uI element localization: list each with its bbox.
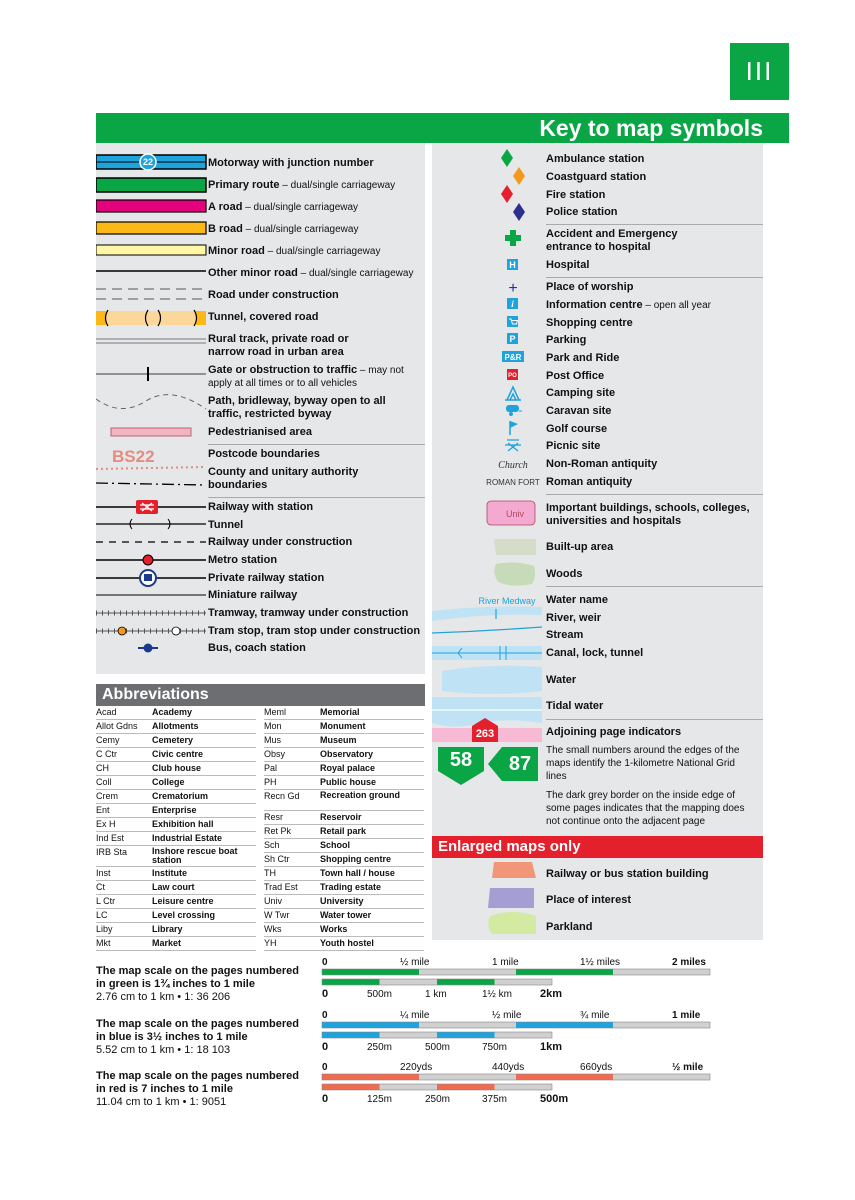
abbreviation-row: [264, 895, 424, 909]
scale-bottom-label: 500m: [425, 1042, 451, 1053]
abbreviation-row: [96, 895, 256, 909]
abbreviation-full: School: [320, 840, 351, 850]
scale-segment-bottom: [322, 979, 380, 985]
ambulance-diamond: [501, 149, 513, 167]
private-railway-symbol: [96, 570, 206, 586]
scale-title2: in blue is 3½ inches to 1 mile: [96, 1031, 248, 1043]
primary-route-symbol: [96, 178, 206, 192]
scale-bottom-label: 1 km: [425, 989, 447, 1000]
label-water-name: Water name: [546, 594, 608, 606]
scale-top-label: ½ mile: [492, 1010, 522, 1021]
scale-segment-bottom: [322, 1032, 380, 1038]
scale-top-label: ½ mile: [672, 1062, 704, 1073]
scale-bottom-label: 500m: [540, 1093, 569, 1105]
abbreviation-row: [96, 762, 256, 776]
place-of-interest-shape: [488, 888, 534, 908]
svg-text:PO: PO: [508, 373, 517, 379]
abbreviation-full: Crematorium: [152, 791, 209, 801]
abbreviation-short: CH: [96, 763, 109, 773]
scale-sub: 5.52 cm to 1 km • 1: 18 103: [96, 1044, 231, 1056]
scale-segment-bottom: [380, 979, 438, 985]
gate-symbol: [96, 367, 206, 381]
label-adjoining: Adjoining page indicators: [546, 726, 682, 738]
scale-bottom-label: 250m: [425, 1094, 451, 1105]
stream-line: [432, 627, 542, 633]
scale-bottom-label: 750m: [482, 1042, 508, 1053]
label-other-minor-road: Other minor road – dual/single carriageway: [208, 267, 414, 279]
abbreviation-short: LC: [96, 910, 108, 920]
abbreviation-full: Exhibition hall: [152, 819, 214, 829]
abbreviation-short: Univ: [264, 896, 283, 906]
abbreviation-short: Mkt: [96, 938, 111, 948]
label-motorway: Motorway with junction number: [208, 157, 374, 169]
abbreviation-full: Market: [152, 938, 182, 948]
abbreviation-row: [264, 811, 424, 825]
abbreviation-short: Inst: [96, 868, 111, 878]
abbreviation-full: Monument: [320, 721, 366, 731]
abbreviation-short: Recn Gd: [264, 791, 300, 801]
abbreviation-full: University: [320, 896, 364, 906]
abbreviation-short: Coll: [96, 777, 112, 787]
label-non-roman: Non-Roman antiquity: [546, 458, 658, 470]
right-legend-panel: [432, 143, 763, 836]
scale-segment-bottom: [437, 1084, 495, 1090]
abbreviation-short: Mon: [264, 721, 282, 731]
abbreviation-full: Works: [320, 924, 348, 934]
minor-road-symbol: [96, 245, 206, 255]
label-hospital: Hospital: [546, 259, 590, 271]
abbreviation-row: [264, 748, 424, 762]
abbreviation-row: [264, 734, 424, 748]
scale-segment-bottom: [437, 1032, 495, 1038]
abbreviation-full: Memorial: [320, 707, 360, 717]
label-river: River, weir: [546, 612, 602, 624]
label-stream: Stream: [546, 629, 584, 641]
label-built-up: Built-up area: [546, 541, 614, 553]
label-minor-road: Minor road – dual/single carriageway: [208, 245, 381, 257]
scale-title1: The map scale on the pages numbered: [96, 965, 299, 977]
abbreviations-header: Abbreviations: [96, 684, 425, 706]
svg-text:Univ: Univ: [505, 509, 525, 519]
scale-description: [96, 965, 299, 1004]
abbreviation-row: [264, 937, 424, 951]
abbreviation-short: Liby: [96, 924, 113, 934]
scale-segment-top: [613, 969, 710, 975]
label-tram-stop: Tram stop, tram stop under construction: [208, 625, 421, 637]
scale-segment-bottom: [380, 1084, 438, 1090]
rural-track-symbol: [96, 339, 206, 343]
scale-description: [96, 1070, 299, 1109]
abbreviation-row: [96, 881, 256, 895]
abbreviation-full: Shopping centre: [320, 854, 392, 864]
scale-top-label: ¾ mile: [580, 1010, 610, 1021]
label-gate: Gate or obstruction to traffic – may not apply at all times or to all vehicles: [208, 364, 404, 389]
scale-title1: The map scale on the pages numbered: [96, 1070, 299, 1082]
abbreviation-full: Leisure centre: [152, 896, 214, 906]
adjoining-page-right: 87: [488, 747, 538, 781]
fire-diamond: [501, 185, 513, 203]
label-postcode: Postcode boundaries: [208, 448, 320, 460]
scale-segment-top: [322, 969, 419, 975]
abbreviation-row: [96, 748, 256, 762]
scale-segment-top: [322, 1074, 419, 1080]
label-picnic: Picnic site: [546, 440, 601, 452]
scale-segment-top: [516, 969, 613, 975]
scale-segment-top: [516, 1074, 613, 1080]
abbreviation-row: [264, 720, 424, 734]
scale-segment-bottom: [322, 1084, 380, 1090]
camping-tent: [505, 387, 521, 400]
label-b-road: B road – dual/single carriageway: [208, 223, 359, 235]
abbreviation-row: [96, 776, 256, 790]
scale-bottom-label: 375m: [482, 1094, 508, 1105]
label-pedestrianised: Pedestrianised area: [208, 426, 312, 438]
abbreviation-full: Allotments: [152, 721, 199, 731]
abbreviation-row: [264, 839, 424, 853]
motorway-junction-badge: 22: [142, 157, 153, 167]
label-path: Path, bridleway, byway open to all traffic, restricted byway: [208, 395, 386, 420]
label-police: Police station: [546, 206, 618, 218]
label-miniature-railway: Miniature railway: [208, 589, 298, 601]
water-shape: [442, 666, 542, 694]
label-shopping: Shopping centre: [546, 317, 633, 329]
scale-top-label: 1 mile: [672, 1010, 701, 1021]
abbreviation-full: Industrial Estate: [152, 833, 223, 843]
label-roman: Roman antiquity: [546, 476, 633, 488]
abbreviation-short: PH: [264, 777, 277, 787]
label-bus-station: Bus, coach station: [208, 642, 306, 654]
worship-cross: +: [508, 280, 518, 297]
police-diamond: [513, 203, 525, 221]
label-parking: Parking: [546, 334, 587, 346]
abbreviation-short: Ind Est: [96, 833, 125, 843]
scale-top-label: 1½ miles: [580, 957, 621, 968]
metro-station-symbol: [96, 555, 206, 565]
label-ae: Accident and Emergency entrance to hospital: [546, 228, 678, 253]
picnic-glyph: [505, 440, 521, 451]
label-station-building: Railway or bus station building: [546, 868, 709, 880]
page-title: Key to map symbols: [539, 115, 763, 141]
label-info: Information centre – open all year: [546, 299, 711, 311]
abbreviation-full: Level crossing: [152, 910, 216, 920]
abbreviation-full: Club house: [152, 763, 201, 773]
enlarged-maps-panel: [432, 858, 763, 940]
adjoining-page-top: [432, 718, 542, 742]
abbreviation-full: Library: [152, 924, 183, 934]
scale-segment-bottom: [437, 979, 495, 985]
abbreviation-row: [96, 706, 256, 720]
abbreviation-row: [264, 881, 424, 895]
info-glyph: i: [511, 299, 514, 309]
abbreviation-row: [96, 720, 256, 734]
label-tidal-water: Tidal water: [546, 700, 604, 712]
abbreviation-row: [264, 853, 424, 867]
label-park-ride: Park and Ride: [546, 352, 620, 364]
label-a-road: A road – dual/single carriageway: [208, 201, 359, 213]
church-text: Church: [498, 460, 528, 471]
abbreviation-full: Museum: [320, 735, 357, 745]
tram-stop-symbol: [96, 627, 206, 635]
scale-bottom-label: 125m: [367, 1094, 393, 1105]
abbreviation-short: YH: [264, 938, 277, 948]
scale-bottom-label: 250m: [367, 1042, 393, 1053]
scale-segment-bottom: [495, 979, 553, 985]
abbreviation-short: Sch: [264, 840, 280, 850]
abbreviation-short: Meml: [264, 707, 286, 717]
scale-segment-bottom: [380, 1032, 438, 1038]
rail-tunnel-symbol: [96, 519, 206, 529]
scale-sub: 11.04 cm to 1 km • 1: 9051: [96, 1096, 227, 1108]
label-place-of-interest: Place of interest: [546, 894, 631, 906]
scale-bottom-label: 500m: [367, 989, 393, 1000]
parkland-shape: [488, 912, 536, 934]
scale-segment-top: [613, 1022, 710, 1028]
title-bar: [96, 113, 789, 143]
abbreviation-row: [96, 846, 256, 867]
abbreviation-row: [96, 867, 256, 881]
label-woods: Woods: [546, 568, 583, 580]
scale-title2: in green is 1¾ inches to 1 mile: [96, 978, 255, 990]
abbreviation-full: Inshore rescue boat station: [152, 846, 238, 865]
abbreviation-full: Institute: [152, 868, 187, 878]
abbreviation-row: [264, 790, 424, 811]
adjoining-page-263: 263: [475, 728, 495, 740]
label-tunnel-covered-road: Tunnel, covered road: [208, 311, 319, 323]
scale-bottom-label: 2km: [540, 988, 563, 1000]
abbreviation-full: College: [152, 777, 185, 787]
abbreviation-full: Water tower: [320, 910, 372, 920]
scale-bottom-label: 0: [322, 1093, 329, 1105]
abbreviation-short: Allot Gdns: [96, 721, 138, 731]
abbreviation-short: Acad: [96, 707, 117, 717]
label-ambulance: Ambulance station: [546, 153, 645, 165]
station-building-shape: [492, 862, 536, 878]
adjoining-text-2: The dark grey border on the inside edge of some pages indicates that the mapping does not continue onto the adjacent page: [546, 790, 745, 827]
page-number-tab: III: [730, 43, 789, 100]
tunnel-symbol: [96, 310, 206, 326]
abbreviation-row: [264, 909, 424, 923]
scale-segment-bottom: [495, 1032, 553, 1038]
label-water: Water: [546, 674, 577, 686]
label-camping: Camping site: [546, 387, 616, 399]
scale-segment-top: [419, 969, 516, 975]
shopping-square: [507, 316, 518, 327]
abbreviation-full: Recreation ground: [320, 790, 401, 800]
ae-cross: [505, 230, 521, 246]
abbreviation-row: [96, 734, 256, 748]
label-canal: Canal, lock, tunnel: [546, 647, 644, 659]
abbreviation-full: Civic centre: [152, 749, 204, 759]
abbreviation-full: Town hall / house: [320, 868, 395, 878]
scale-bottom-label: 0: [322, 988, 329, 1000]
scale-title2: in red is 7 inches to 1 mile: [96, 1083, 233, 1095]
b-road-symbol: [96, 222, 206, 234]
abbreviation-row: [264, 923, 424, 937]
scale-sub: 2.76 cm to 1 km • 1: 36 206: [96, 991, 231, 1003]
scale-segment-top: [322, 1022, 419, 1028]
abbreviation-row: [96, 804, 256, 818]
scale-top-label: 1 mile: [492, 957, 519, 968]
abbreviation-short: Trad Est: [264, 882, 298, 892]
abbreviation-short: Obsy: [264, 749, 286, 759]
bus-station-symbol: [138, 644, 158, 653]
abbreviation-row: [96, 937, 256, 951]
river-shape: [432, 607, 542, 622]
abbreviation-short: C Ctr: [96, 749, 117, 759]
scale-segment-bottom: [495, 1084, 553, 1090]
coastguard-diamond: [513, 167, 525, 185]
abbreviation-full: Retail park: [320, 826, 367, 836]
abbreviation-row: [96, 923, 256, 937]
abbreviation-short: Ct: [96, 882, 105, 892]
abbreviation-short: Ent: [96, 805, 110, 815]
abbreviation-row: [96, 909, 256, 923]
abbreviation-short: Pal: [264, 763, 278, 773]
woods-shape: [494, 562, 535, 585]
abbreviation-row: [264, 825, 424, 839]
abbreviation-full: Trading estate: [320, 882, 382, 892]
county-boundary-symbol: [96, 483, 206, 485]
label-road-under-construction: Road under construction: [208, 289, 339, 301]
adjoining-page-left: 58: [438, 747, 484, 785]
scale-top-label: 220yds: [400, 1062, 433, 1073]
path-symbol: [96, 395, 206, 409]
scale-top-label: ¼ mile: [400, 1010, 430, 1021]
abbreviation-short: L Ctr: [96, 896, 116, 906]
left-symbols: [96, 143, 208, 674]
abbreviation-full: Youth hostel: [320, 938, 374, 948]
abbreviation-full: Royal palace: [320, 763, 376, 773]
abbreviation-short: Crem: [96, 791, 118, 801]
abbreviation-full: Reservoir: [320, 812, 362, 822]
scale-segment-top: [419, 1074, 516, 1080]
abbreviations-table: [96, 706, 425, 948]
label-coastguard: Coastguard station: [546, 171, 647, 183]
abbreviation-short: IRB Sta: [96, 847, 128, 857]
caravan-glyph: [506, 405, 522, 416]
abbreviation-short: Ex H: [96, 819, 116, 829]
scale-segment-top: [516, 1022, 613, 1028]
abbreviation-full: Observatory: [320, 749, 374, 759]
scale-segment-top: [613, 1074, 710, 1080]
abbreviation-short: Sh Ctr: [264, 854, 290, 864]
label-county: County and unitary authority boundaries: [208, 466, 359, 491]
scale-top-label: 2 miles: [672, 957, 706, 968]
enlarged-symbols: [432, 858, 544, 940]
roman-fort-text: ROMAN FORT: [486, 478, 540, 487]
label-metro: Metro station: [208, 554, 278, 566]
svg-text:H: H: [509, 260, 516, 270]
scale-top-label: 440yds: [492, 1062, 525, 1073]
scale-top-label: 0: [322, 957, 328, 968]
river-medway-text: River Medway: [478, 596, 536, 606]
scale-top-label: 0: [322, 1062, 328, 1073]
scale-bottom-label: 1½ km: [482, 989, 513, 1000]
postcode-badge: BS22: [112, 447, 155, 466]
built-up-shape: [494, 539, 536, 555]
abbreviation-short: Wks: [264, 924, 282, 934]
label-primary-route: Primary route – dual/single carriageway: [208, 179, 396, 191]
abbreviation-row: [264, 776, 424, 790]
golf-flag: [510, 421, 518, 435]
svg-text:P&R: P&R: [504, 353, 522, 362]
label-post-office: Post Office: [546, 370, 605, 382]
scale-bottom-label: 0: [322, 1041, 329, 1053]
abbreviation-row: [264, 762, 424, 776]
adjoining-text-1: The small numbers around the edges of the maps identify the 1-kilometre National Grid lines: [546, 745, 740, 782]
label-private-railway: Private railway station: [208, 572, 325, 584]
abbreviation-row: [96, 790, 256, 804]
abbreviation-short: TH: [264, 868, 276, 878]
abbreviation-short: Ret Pk: [264, 826, 292, 836]
abbreviation-short: Mus: [264, 735, 282, 745]
scale-description: [96, 1018, 299, 1057]
abbreviation-short: Cemy: [96, 735, 120, 745]
label-caravan: Caravan site: [546, 405, 612, 417]
label-rail-tunnel: Tunnel: [208, 519, 244, 531]
label-parkland: Parkland: [546, 921, 593, 933]
pedestrianised-symbol: [111, 428, 191, 436]
label-rail-under-construction: Railway under construction: [208, 536, 353, 548]
scale-bottom-label: 1km: [540, 1041, 563, 1053]
abbreviation-short: W Twr: [264, 910, 290, 920]
a-road-symbol: [96, 200, 206, 212]
label-tramway: Tramway, tramway under construction: [208, 607, 409, 619]
label-railway-station: Railway with station: [208, 501, 314, 513]
railway-station-symbol: [96, 500, 206, 514]
abbreviation-row: [96, 818, 256, 832]
abbreviation-row: [264, 867, 424, 881]
label-important-buildings: Important buildings, schools, colleges, universities and hospitals: [546, 502, 750, 527]
scale-top-label: 660yds: [580, 1062, 613, 1073]
abbreviation-full: Academy: [152, 707, 193, 717]
label-fire: Fire station: [546, 189, 606, 201]
scale-top-label: ½ mile: [400, 957, 430, 968]
svg-text:P: P: [509, 334, 516, 344]
enlarged-maps-header: Enlarged maps only: [432, 836, 763, 858]
scale-top-label: 0: [322, 1010, 328, 1021]
abbreviation-row: [264, 706, 424, 720]
abbreviation-full: Public house: [320, 777, 377, 787]
label-worship: Place of worship: [546, 281, 634, 293]
abbreviation-short: Resr: [264, 812, 284, 822]
abbreviation-row: [96, 832, 256, 846]
label-golf: Golf course: [546, 423, 608, 435]
scale-segment-top: [419, 1022, 516, 1028]
road-under-construction-symbol: [96, 289, 206, 299]
abbreviation-full: Enterprise: [152, 805, 197, 815]
label-rural-track: Rural track, private road or narrow road in urban area: [208, 333, 349, 358]
scale-title1: The map scale on the pages numbered: [96, 1018, 299, 1030]
left-legend-panel: [96, 143, 425, 674]
abbreviation-full: Law court: [152, 882, 195, 892]
abbreviation-full: Cemetery: [152, 735, 194, 745]
